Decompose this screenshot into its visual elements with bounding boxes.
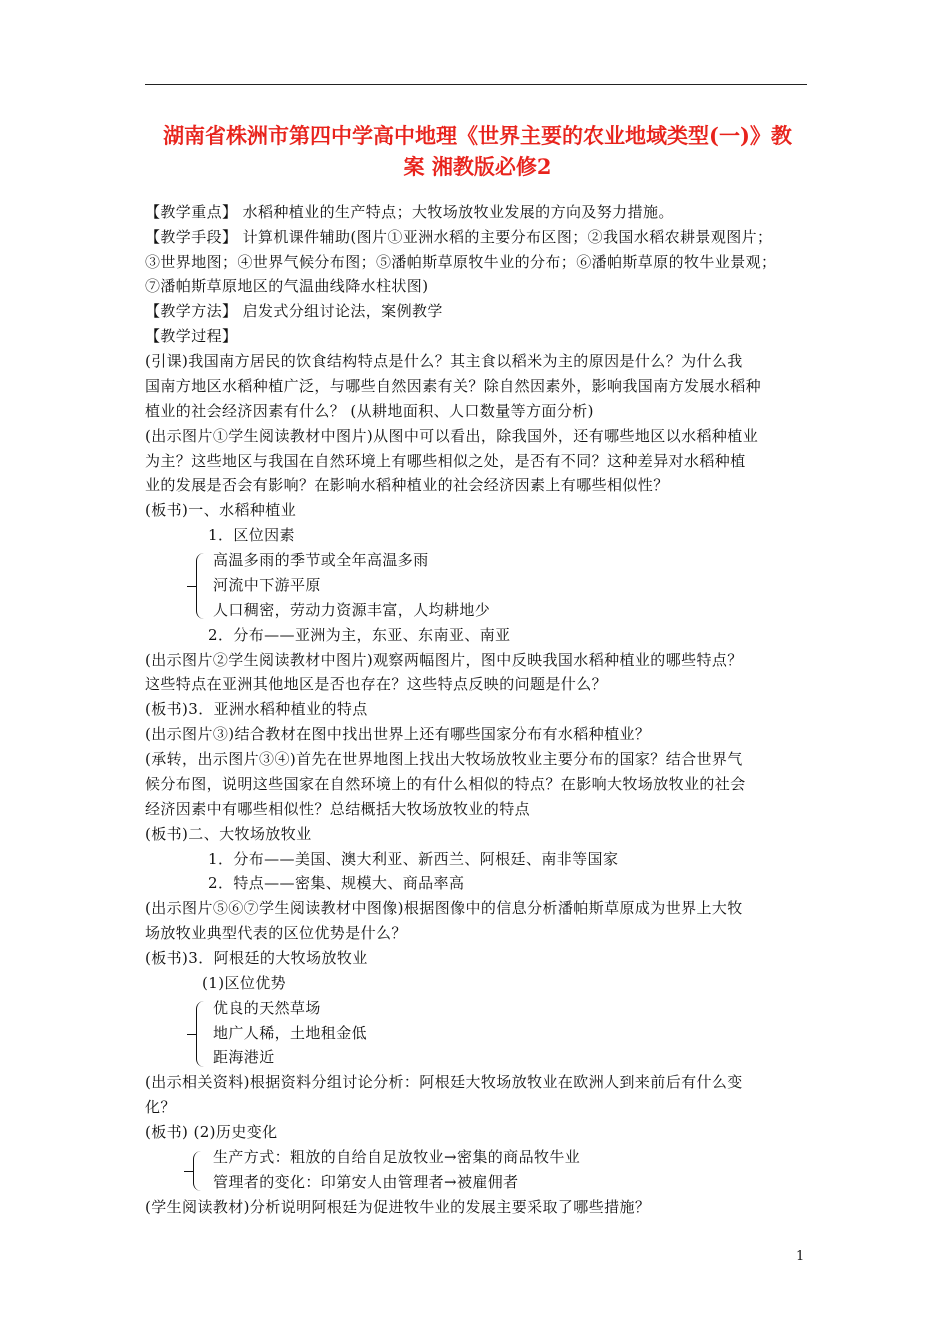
bracket-item: 管理者的变化：印第安人由管理者→被雇佣者 [213, 1173, 519, 1191]
paragraph-line: (出示图片②学生阅读教材中图片)观察两幅图片，图中反映我国水稻种植业的哪些特点？ [145, 651, 743, 669]
paragraph-line: 经济因素中有哪些相似性？总结概括大牧场放牧业的特点 [145, 800, 531, 818]
bracket-item: 高温多雨的季节或全年高温多雨 [213, 551, 429, 569]
board-heading: (板书)3．阿根廷的大牧场放牧业 [145, 949, 368, 967]
paragraph-line: (学生阅读教材)分析说明阿根廷为促进牧牛业的发展主要采取了哪些措施？ [145, 1198, 651, 1216]
teaching-process-heading: 【教学过程】 [145, 327, 238, 345]
paragraph-line: 为主？这些地区与我国在自然环境上有哪些相似之处，是否有不同？这种差异对水稻种植 [145, 452, 746, 470]
bracket-item: 地广人稀，土地租金低 [213, 1024, 368, 1042]
teaching-means-line-3: ⑦潘帕斯草原地区的气温曲线降水柱状图) [145, 277, 429, 295]
document-title [140, 120, 815, 182]
paragraph-line: (出示图片①学生阅读教材中图片)从图中可以看出，除我国外，还有哪些地区以水稻种植业 [145, 427, 759, 445]
sub-item: 2．特点——密集、规模大、商品率高 [208, 874, 465, 892]
sub-item: 2．分布——亚洲为主，东亚、东南亚、南亚 [208, 626, 511, 644]
paragraph-line: 场放牧业典型代表的区位优势是什么？ [145, 924, 407, 942]
teaching-method: 【教学方法】 启发式分组讨论法，案例教学 [145, 302, 443, 320]
bracket-item: 人口稠密，劳动力资源丰富，人均耕地少 [213, 601, 491, 619]
paragraph-line: (出示图片⑤⑥⑦学生阅读教材中图像)根据图像中的信息分析潘帕斯草原成为世界上大牧 [145, 899, 743, 917]
paragraph-line: 候分布图，说明这些国家在自然环境上的有什么相似的特点？在影响大牧场放牧业的社会 [145, 775, 746, 793]
paragraph-line: 化？ [145, 1098, 176, 1116]
header-rule [145, 84, 807, 85]
paragraph-line: (引课)我国南方居民的饮食结构特点是什么？其主食以稻米为主的原因是什么？为什么我 [145, 352, 743, 370]
brace-icon [193, 1151, 202, 1191]
brace-icon [196, 553, 205, 619]
board-heading: (板书)二、大牧场放牧业 [145, 825, 312, 843]
teaching-means-line-2: ③世界地图；④世界气候分布图；⑤潘帕斯草原牧牛业的分布；⑥潘帕斯草原的牧牛业景观； [145, 253, 777, 271]
sub-item: 1．区位因素 [208, 526, 295, 544]
board-heading: (板书) (2)历史变化 [145, 1123, 278, 1141]
sub-item: (1)区位优势 [202, 974, 287, 992]
page-number: 1 [796, 1249, 805, 1264]
bracket-item: 生产方式：粗放的自给自足放牧业→密集的商品牧牛业 [213, 1148, 581, 1166]
title-line-1: 湖南省株洲市第四中学高中地理《世界主要的农业地域类型(一)》教 [163, 123, 792, 148]
sub-item: 1．分布——美国、澳大利亚、新西兰、阿根廷、南非等国家 [208, 850, 619, 868]
teaching-means-line-1: 【教学手段】 计算机课件辅助(图片①亚洲水稻的主要分布区图；②我国水稻农耕景观图片； [145, 228, 773, 246]
board-heading: (板书)一、水稻种植业 [145, 501, 297, 519]
bracket-item: 优良的天然草场 [213, 999, 321, 1017]
paragraph-line: 国南方地区水稻种植广泛，与哪些自然因素有关？除自然因素外，影响我国南方发展水稻种 [145, 377, 762, 395]
paragraph-line: (承转，出示图片③④)首先在世界地图上找出大牧场放牧业主要分布的国家？结合世界气 [145, 750, 743, 768]
paragraph-line: 这些特点在亚洲其他地区是否也存在？这些特点反映的问题是什么？ [145, 675, 608, 693]
bracket-item: 距海港近 [213, 1048, 275, 1066]
paragraph-line: (出示相关资料)根据资料分组讨论分析：阿根廷大牧场放牧业在欧洲人到来前后有什么变 [145, 1073, 743, 1091]
teaching-focus: 【教学重点】 水稻种植业的生产特点；大牧场放牧业发展的方向及努力措施。 [145, 203, 674, 221]
brace-icon [196, 1001, 205, 1067]
paragraph-line: 业的发展是否会有影响？在影响水稻种植业的社会经济因素上有哪些相似性？ [145, 476, 669, 494]
board-heading: (板书)3．亚洲水稻种植业的特点 [145, 700, 368, 718]
paragraph-line: 植业的社会经济因素有什么？ (从耕地面积、人口数量等方面分析) [145, 402, 594, 420]
title-line-2: 案 湘教版必修2 [403, 154, 552, 179]
paragraph-line: (出示图片③)结合教材在图中找出世界上还有哪些国家分布有水稻种植业？ [145, 725, 651, 743]
bracket-item: 河流中下游平原 [213, 576, 321, 594]
